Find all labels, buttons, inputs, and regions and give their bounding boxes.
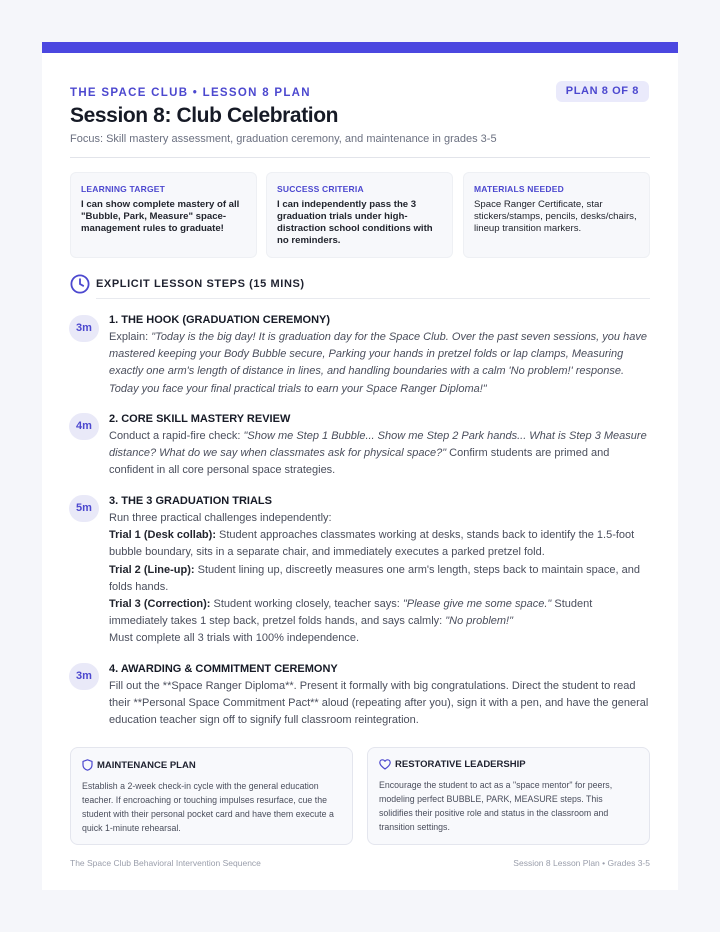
step-text: Explain: "Today is the big day! It is graduation day for the Space Club. Over the past seven sessions, you have mastered keeping your Body Bubble secure, Parking your hands in pretzel folds or lap clamps, Measuring exactly one arm's length of distance in lines, and handling boundaries with a calm 'No problem!' response. Today you face your final practical trials to earn your Space Ranger Diploma!" [109,331,647,395]
card-text: I can show complete mastery of all "Bubble, Park, Measure" space-management rules to graduate! [81,199,240,234]
eyebrow: THE SPACE CLUB • LESSON 8 PLAN [70,87,311,99]
card-success-criteria [266,172,453,258]
lesson-plan-page [42,42,678,890]
trial-1: Trial 1 (Desk collab): Student approaches classmates working at desks, stands back to identify the 1.5-foot bubble boundary, sits in a separate chair, and immediately executes a parked pretzel fold. [109,529,635,559]
step-intro: Run three practical challenges independently: [109,512,332,524]
section-title: EXPLICIT LESSON STEPS (15 MINS) [96,278,305,290]
heart-icon [379,759,391,770]
maintenance-plan-box [70,747,353,845]
restorative-leadership-box [367,747,650,845]
time-pill: 3m [69,663,99,690]
card-label: LEARNING TARGET [81,184,166,194]
step-closing: Must complete all 3 trials with 100% independence. [109,632,360,645]
bottom-boxes [70,747,650,845]
step-text: Conduct a rapid-fire check: "Show me Step 1 Bubble... Show me Step 2 Park hands... What is Step 3 Measure distance? What do we say when classmates ask for physical space?" Confirm students are primed and confident in all core personal space strategies. [109,430,647,477]
card-label: SUCCESS CRITERIA [277,184,364,194]
card-label: MATERIALS NEEDED [474,184,564,194]
step-heading: 1. THE HOOK (GRADUATION CEREMONY) [109,314,331,326]
card-text: Space Ranger Certificate, star stickers/stamps, pencils, desks/chairs, lineup transition markers. [474,199,637,234]
focus-line: Focus: Skill mastery assessment, graduation ceremony, and maintenance in grades 3-5 [70,133,497,145]
time-pill: 5m [69,495,99,522]
trial-2: Trial 2 (Line-up): Student lining up, discreetly measures one arm's length, steps back to maintain space, and folds hands. [109,563,640,593]
trial-3: Trial 3 (Correction): Student working closely, teacher says: "Please give me some space." Student immediately takes 1 step back, pretzel folds hands, and says calmly: "No problem!" [109,598,593,628]
box-title: MAINTENANCE PLAN [97,759,196,771]
footer-left: The Space Club Behavioral Intervention Sequence [70,858,261,868]
card-materials-needed [463,172,650,258]
box-text: Encourage the student to act as a "space mentor" for peers, modeling perfect BUBBLE, PARK, MEASURE steps. This solidifies their positive role and status in the classroom and transition settings. [379,780,613,832]
objective-cards [70,172,650,258]
card-learning-target [70,172,257,258]
step-text: Fill out the **Space Ranger Diploma**. Present it formally with big congratulations. Direct the student to read their **Personal Space Commitment Pact** aloud (repeating after you), sign it with a pen, and have the general education teacher sign off to signify full classroom reintegration. [109,680,649,727]
divider [96,298,650,299]
step-heading: 3. THE 3 GRADUATION TRIALS [109,495,272,507]
divider [70,157,650,158]
shield-icon [82,759,93,771]
page-title: Session 8: Club Celebration [70,104,339,127]
card-text: I can independently pass the 3 graduation trials under high-distraction school conditions with no reminders. [277,199,433,246]
clock-icon [70,274,90,294]
accent-bar [42,42,678,53]
time-pill: 3m [69,315,99,342]
box-title: RESTORATIVE LEADERSHIP [395,759,526,770]
step-heading: 4. AWARDING & COMMITMENT CEREMONY [109,663,338,675]
time-pill: 4m [69,413,99,440]
step-heading: 2. CORE SKILL MASTERY REVIEW [109,413,291,425]
plan-badge: PLAN 8 OF 8 [556,81,649,102]
footer-right: Session 8 Lesson Plan • Grades 3-5 [513,858,650,868]
box-text: Establish a 2-week check-in cycle with the general education teacher. If encroaching or touching impulses resurface, cue the student with their personal pocket card and have them execute a quick 1-minute rehearsal. [82,781,334,833]
